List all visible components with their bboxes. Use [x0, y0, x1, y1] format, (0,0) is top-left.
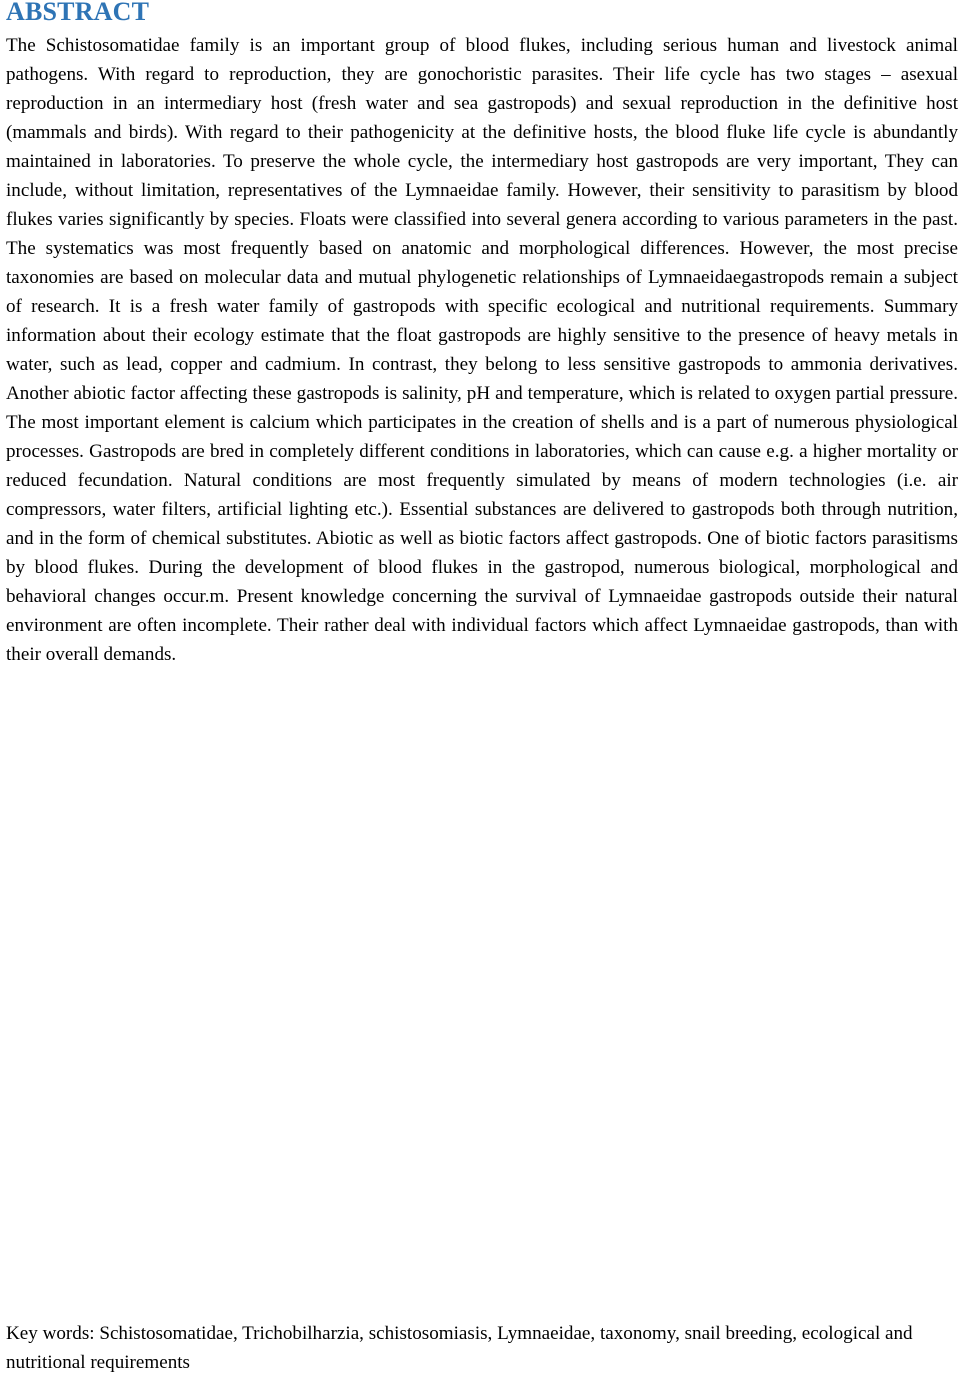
abstract-heading: ABSTRACT	[6, 0, 150, 26]
keywords-text: Key words: Schistosomatidae, Trichobilharzia, schistosomiasis, Lymnaeidae, taxonomy, snail breeding, ecological and nutritional requirements	[6, 1323, 913, 1373]
abstract-text: The Schistosomatidae family is an important group of blood flukes, including serious human and livestock animal pathogens. With regard to reproduction, they are gonochoristic parasites. Their life cycle has two stages – asexual reproduction in an intermediary host (fresh water and sea gastropods) and sexual reproduction in the definitive host (mammals and birds). With regard to their pathogenicity at the definitive hosts, the blood fluke life cycle is abundantly maintained in laboratories. To preserve the whole cycle, the intermediary host gastropods are very important, They can include, without limitation, representatives of the Lymnaeidae family. However, their sensitivity to parasitism by blood flukes varies significantly by species. Floats were classified into several genera according to various parameters in the past. The systematics was most frequently based on anatomic and morphological differences. However, the most precise taxonomies are based on molecular data and mutual phylogenetic relationships of Lymnaeidaegastropods remain a subject of research. It is a fresh water family of gastropods with specific ecological and nutritional requirements. Summary information about their ecology estimate that the float gastropods are highly sensitive to the presence of heavy metals in water, such as lead, copper and cadmium. In contrast, they belong to less sensitive gastropods to ammonia derivatives. Another abiotic factor affecting these gastropods is salinity, pH and temperature, which is related to oxygen partial pressure. The most important element is calcium which participates in the creation of shells and is a part of numerous physiological processes. Gastropods are bred in completely different conditions in laboratories, which can cause e.g. a higher mortality or reduced fecundation. Natural conditions are most frequently simulated by means of modern technologies (i.e. air compressors, water filters, artificial lighting etc.). Essential substances are delivered to gastropods both through nutrition, and in the form of chemical substitutes. Abiotic as well as biotic factors affect gastropods. One of biotic factors parasitisms by blood flukes. During the development of blood flukes in the gastropod, numerous biological, morphological and behavioral changes occur.m. Present knowledge concerning the survival of Lymnaeidae gastropods outside their natural environment are often incomplete. Their rather deal with individual factors which affect Lymnaeidae gastropods, than with their overall demands.	[6, 35, 958, 665]
